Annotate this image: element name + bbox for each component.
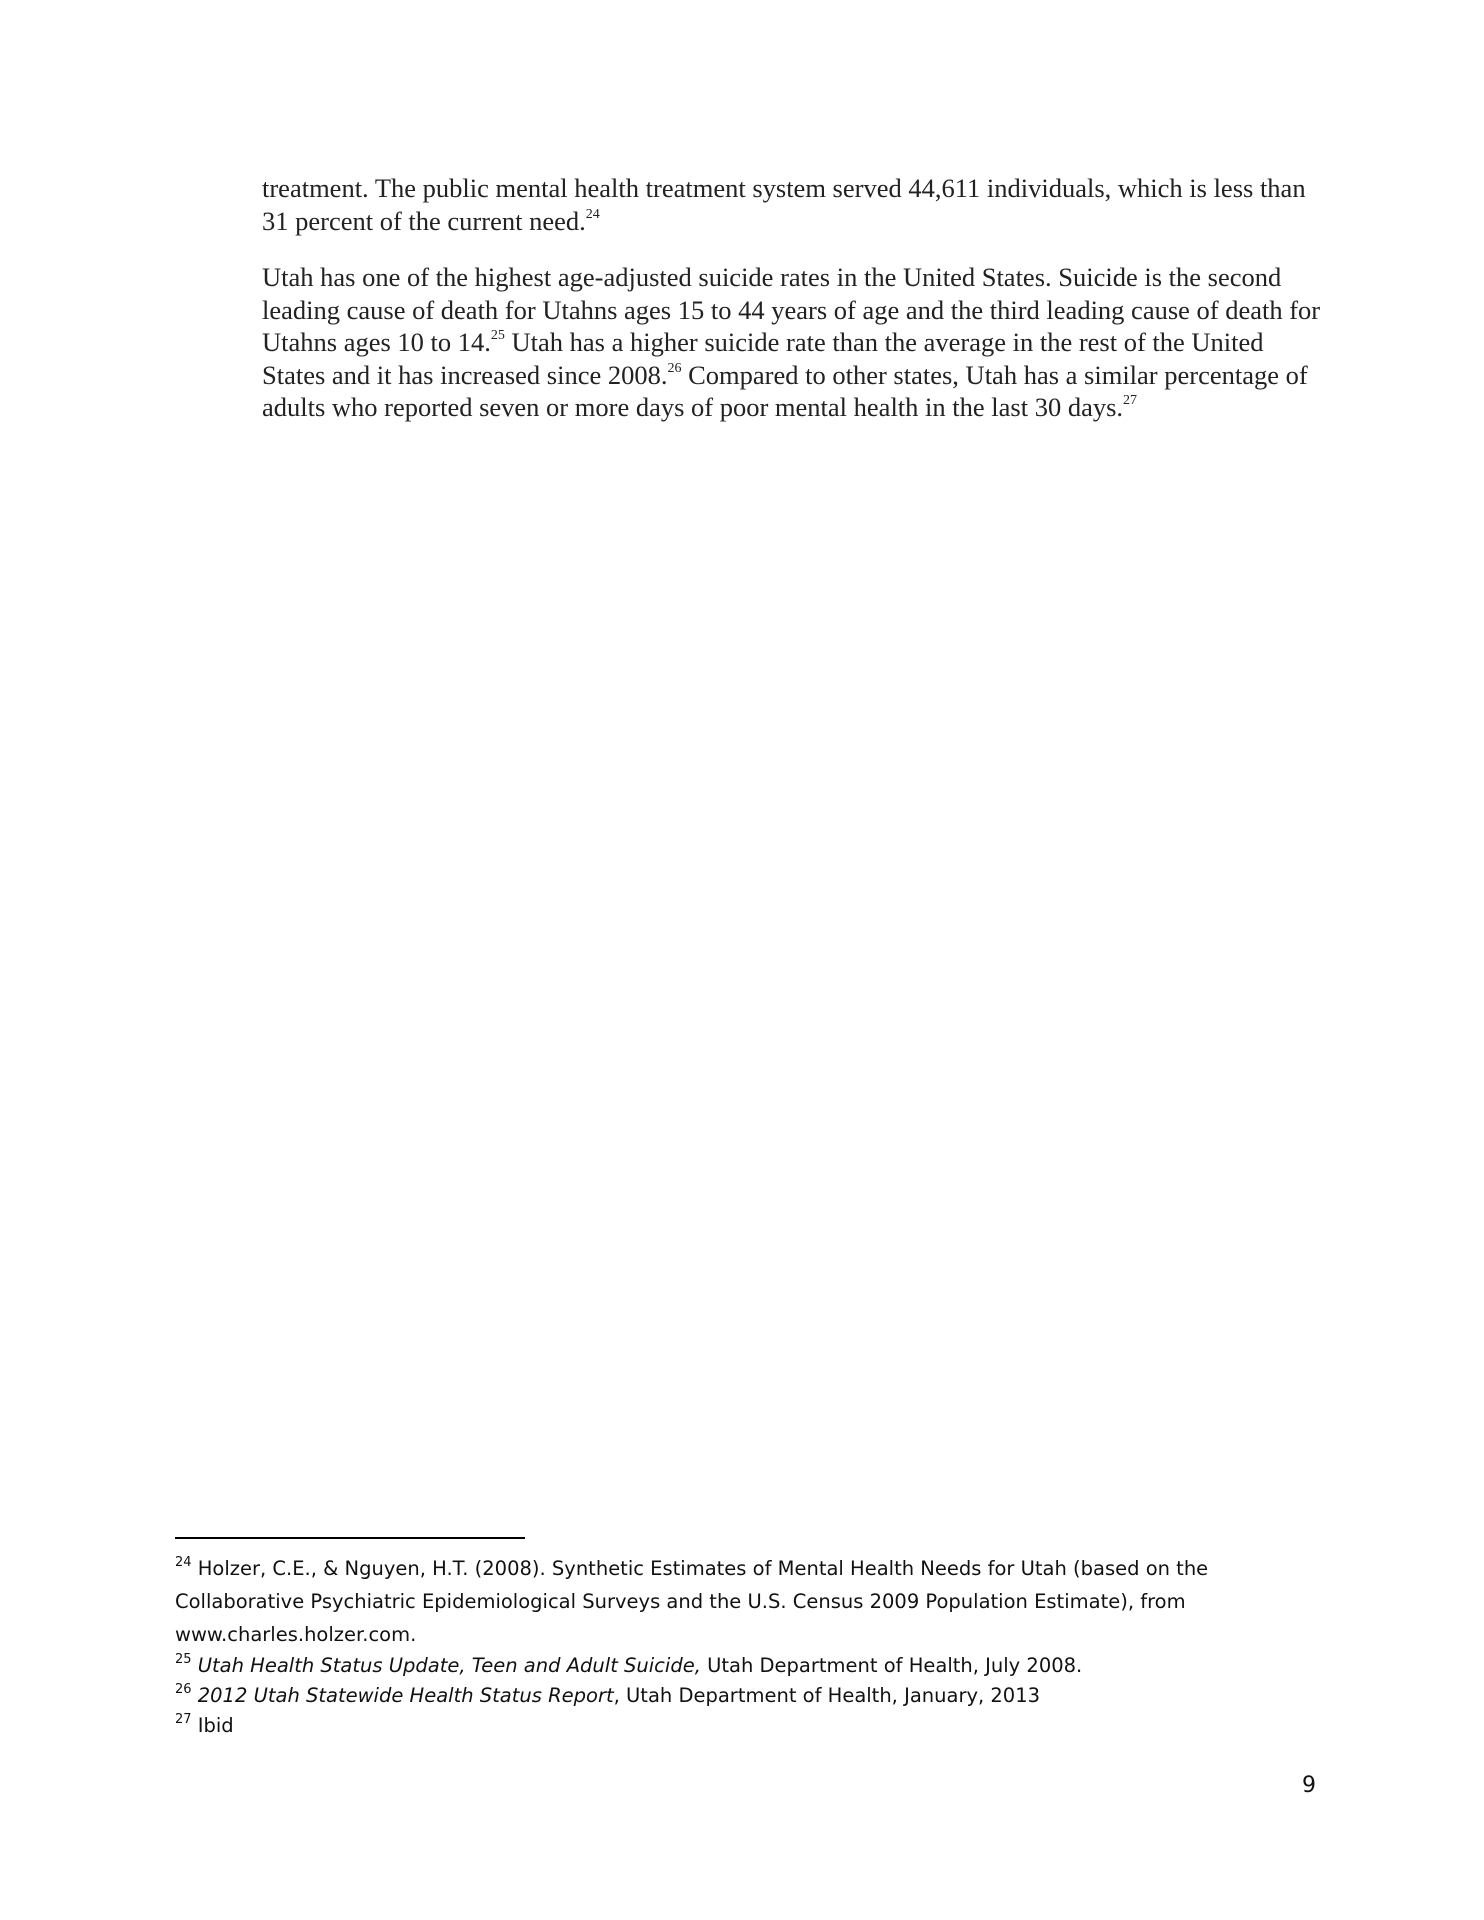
footnote-25 (175, 1651, 1255, 1681)
paragraph-2-text-b: Utah has a higher suicide rate than the average in the rest of the United States and it has increased since 2008. (262, 327, 1264, 390)
footnote-number: 26 (175, 1682, 192, 1697)
footnote-text: Holzer, C.E., & Nguyen, H.T. (2008). Synthetic Estimates of Mental Health Needs for Utah (based on the Collaborative Psychiatric Epidemiological Surveys and the U.S. Census 2009 Population Estimate), from www.charles.holzer.com. (175, 1557, 1209, 1646)
footnote-number: 27 (175, 1712, 192, 1727)
body-text (262, 172, 1322, 448)
footnote-number: 24 (175, 1555, 192, 1570)
footnote-24 (175, 1552, 1255, 1651)
footnote-source-title: Utah Health Status Update, Teen and Adult Suicide, (191, 1654, 701, 1677)
footnote-ref-26: 26 (667, 360, 682, 376)
footnote-26 (175, 1681, 1255, 1711)
paragraph-1 (262, 172, 1322, 237)
footnote-separator (175, 1537, 525, 1539)
paragraph-2-text-a: Utah has one of the highest age-adjusted suicide rates in the United States. Suicide is the second leading cause of death for Utahns ages 15 to 44 years of age and the third leading cause of death for Utahns ages 10 to 14. (262, 262, 1321, 357)
footnote-text: , Utah Department of Health, January, 2013 (613, 1684, 1041, 1707)
footnote-number: 25 (175, 1652, 192, 1667)
footnote-ref-27: 27 (1123, 393, 1138, 408)
footnote-text: Utah Department of Health, July 2008. (700, 1654, 1083, 1677)
paragraph-2-text-c: Compared to other states, Utah has a similar percentage of adults who reported seven or more days of poor mental health in the last 30 days. (262, 359, 1308, 422)
page-number: 9 (1302, 1773, 1316, 1798)
footnote-source-title: 2012 Utah Statewide Health Status Report (191, 1684, 614, 1707)
footnotes (175, 1552, 1255, 1741)
paragraph-2 (262, 261, 1322, 424)
footnote-text: Ibid (191, 1714, 234, 1737)
footnote-27 (175, 1711, 1255, 1741)
footnote-ref-25: 25 (490, 328, 505, 343)
footnote-ref-24: 24 (585, 206, 600, 222)
paragraph-1-text: treatment. The public mental health treatment system served 44,611 individuals, which is less than 31 percent of the current need. (262, 173, 1306, 236)
